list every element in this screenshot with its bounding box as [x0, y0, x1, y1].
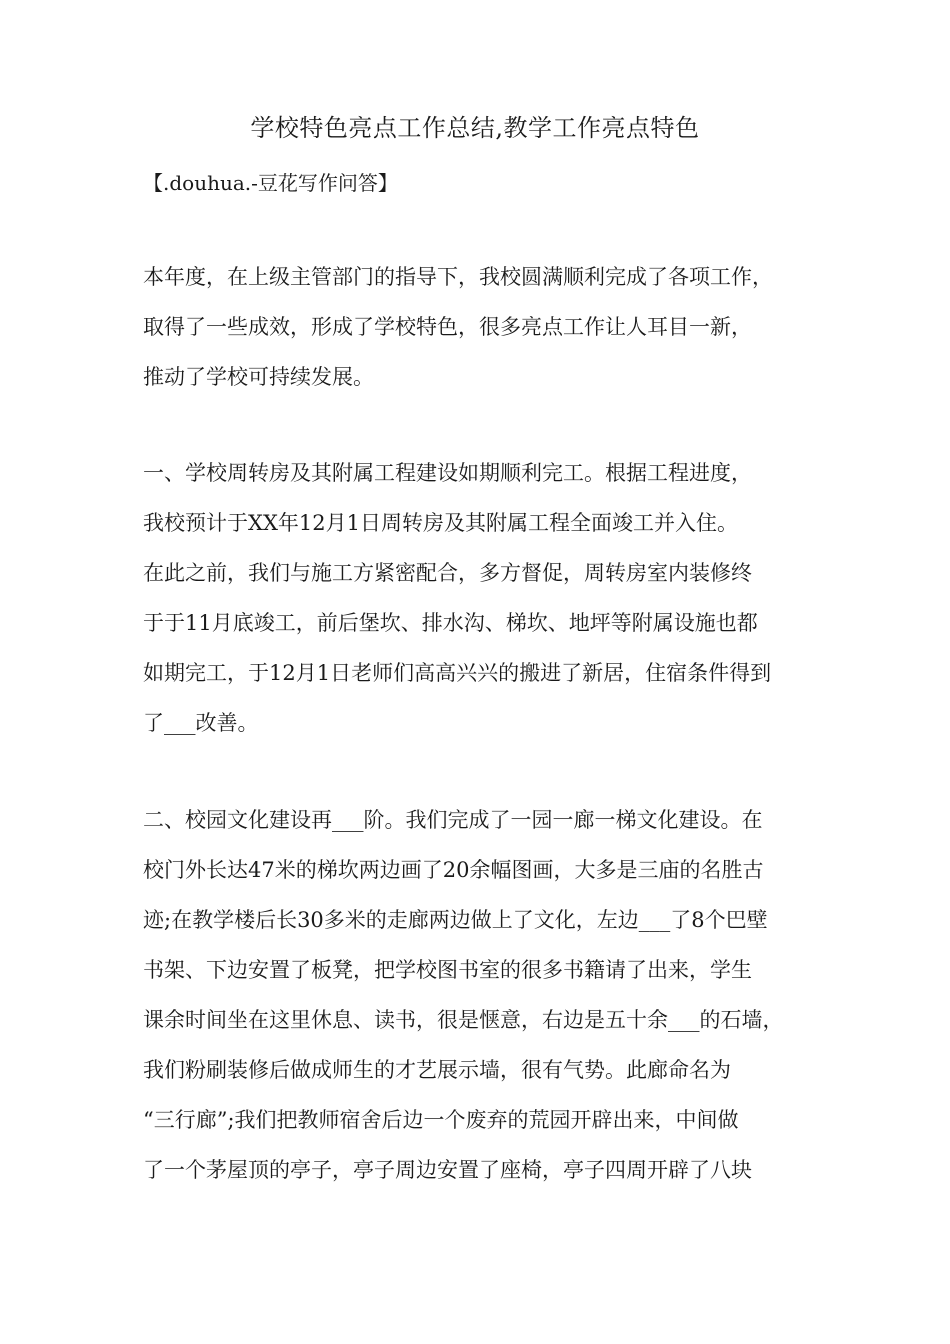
paragraph-line: 取得了一些成效，形成了学校特色，很多亮点工作让人耳目一新，: [143, 315, 752, 339]
paragraph-line: 本年度，在上级主管部门的指导下，我校圆满顺利完成了各项工作，: [143, 265, 773, 289]
paragraph-line: 了___改善。: [143, 711, 259, 735]
paragraph-line: 我们粉刷装修后做成师生的才艺展示墙，很有气势。此廊命名为: [143, 1058, 731, 1082]
paragraph-line: 一、学校周转房及其附属工程建设如期顺利完工。根据工程进度，: [143, 461, 752, 485]
paragraph-intro: [143, 252, 823, 402]
paragraph-section-2: [143, 795, 823, 1195]
paragraph-line: “三行廊”;我们把教师宿舍后边一个废弃的荒园开辟出来，中间做: [143, 1108, 739, 1132]
paragraph-line: 二、校园文化建设再___阶。我们完成了一园一廊一梯文化建设。在: [143, 808, 763, 832]
paragraph-line: 课余时间坐在这里休息、读书，很是惬意，右边是五十余___的石墙，: [143, 1008, 784, 1032]
source-label: 【.douhua.-豆花写作问答】: [143, 171, 398, 195]
paragraph-line: 于于11月底竣工，前后堡坎、排水沟、梯坎、地坪等附属设施也都: [143, 611, 758, 635]
paragraph-section-1: [143, 448, 823, 748]
paragraph-line: 在此之前，我们与施工方紧密配合，多方督促，周转房室内装修终: [143, 561, 752, 585]
paragraph-line: 如期完工，于12月1日老师们高高兴兴的搬进了新居，住宿条件得到: [143, 661, 772, 685]
paragraph-line: 书架、下边安置了板凳，把学校图书室的很多书籍请了出来，学生: [143, 958, 752, 982]
paragraph-line: 了一个茅屋顶的亭子，亭子周边安置了座椅，亭子四周开辟了八块: [143, 1158, 752, 1182]
paragraph-line: 推动了学校可持续发展。: [143, 365, 374, 389]
paragraph-line: 校门外长达47米的梯坎两边画了20余幅图画，大多是三庙的名胜古: [143, 858, 764, 882]
paragraph-line: 迹;在教学楼后长30多米的走廊两边做上了文化，左边___了8个巴壁: [143, 908, 768, 932]
paragraph-line: 我校预计于XX年12月1日周转房及其附属工程全面竣工并入住。: [143, 511, 738, 535]
document-title: 学校特色亮点工作总结,教学工作亮点特色: [250, 114, 700, 142]
